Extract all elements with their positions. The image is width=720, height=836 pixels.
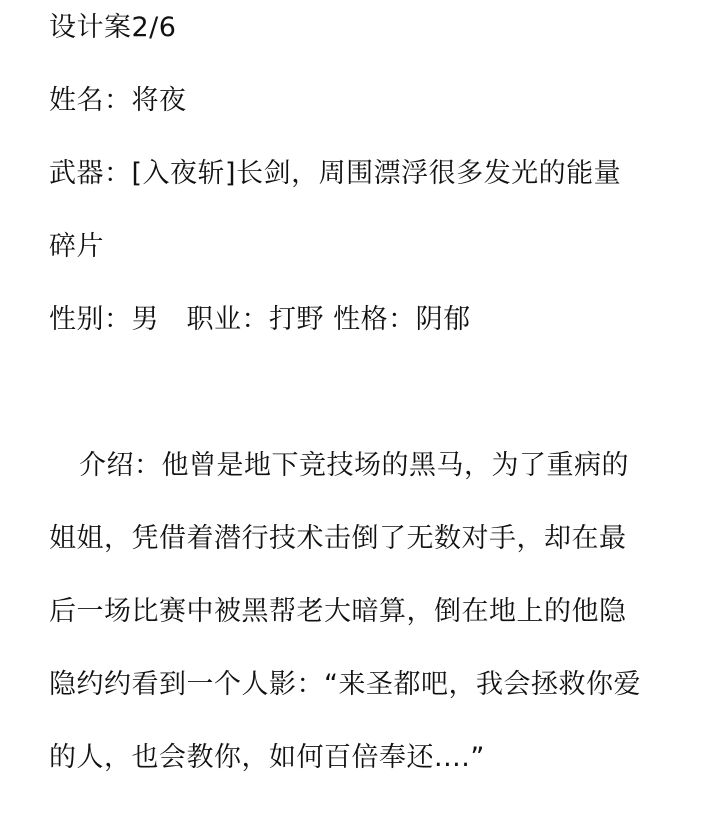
intro-paragraph-line: 姐姐，凭借着潜行技术击倒了无数对手，却在最 xyxy=(49,523,627,554)
weapon-line-continued: 碎片 xyxy=(49,231,104,262)
intro-paragraph-line: 隐约约看到一个人影：“来圣都吧，我会拯救你爱 xyxy=(49,669,641,700)
intro-paragraph-line: 介绍：他曾是地下竞技场的黑马，为了重病的 xyxy=(79,450,629,481)
intro-paragraph-line: 的人，也会教你，如何百倍奉还....” xyxy=(49,742,485,773)
name-line: 姓名：将夜 xyxy=(49,85,187,116)
attributes-line: 性别：男 职业：打野 性格：阴郁 xyxy=(49,304,471,335)
intro-paragraph-line: 后一场比赛中被黑帮老大暗算，倒在地上的他隐 xyxy=(49,596,627,627)
document-title: 设计案2/6 xyxy=(49,12,177,43)
weapon-line: 武器：[入夜斩]长剑，周围漂浮很多发光的能量 xyxy=(49,158,622,189)
